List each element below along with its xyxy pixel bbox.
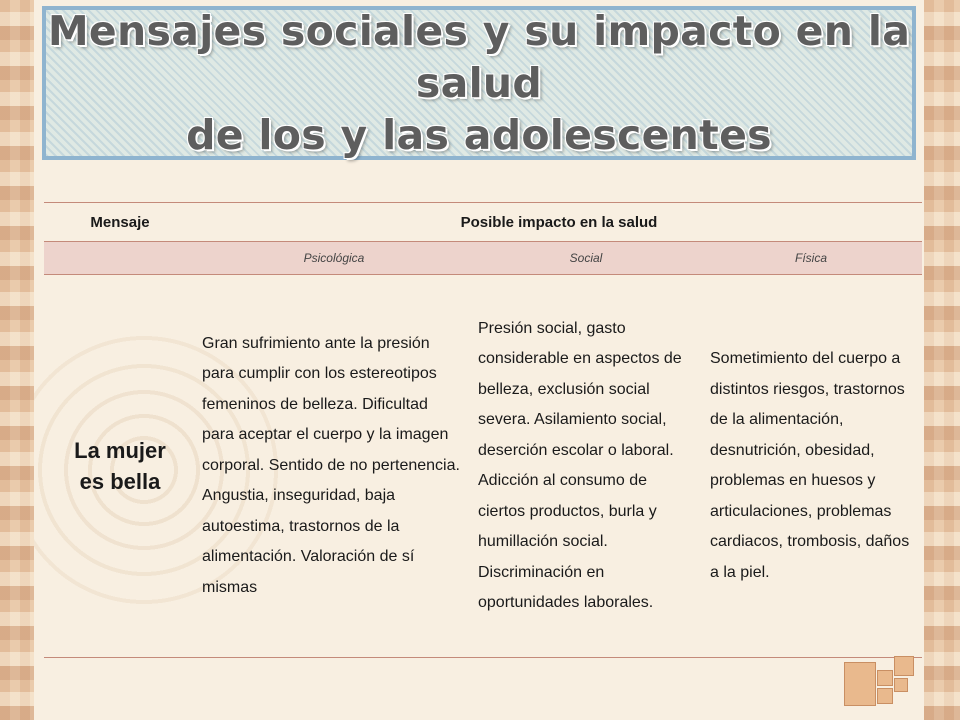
- subheader-physical: Física: [700, 242, 922, 275]
- psychological-text: Gran sufrimiento ante la presión para cumplir con los estereotipos femeninos de belleza. Dificultad para aceptar el cuerpo y la imagen corporal. Sentido de no pertenencia. Angustia, inseguridad, baja autoestima, trastornos de la alimentación. Valoración de sí mismas: [202, 334, 460, 596]
- message-text: La mujer es bella: [74, 438, 166, 494]
- subheader-psychological: Psicológica: [196, 242, 472, 275]
- physical-text: Sometimiento del cuerpo a distintos riesgos, trastornos de la alimentación, desnutrición, obesidad, problemas en huesos y articulaciones, problemas cardiacos, trombosis, daños a la piel.: [710, 350, 910, 581]
- slide-title: [46, 5, 912, 161]
- subheader-social: Social: [472, 242, 700, 275]
- table-header-row: [44, 203, 922, 242]
- message-cell: [44, 275, 196, 658]
- physical-cell: [700, 275, 922, 658]
- right-decorative-border: [924, 0, 960, 720]
- subheader-empty: [44, 242, 196, 275]
- header-message: Mensaje: [44, 203, 196, 242]
- impact-table: [44, 202, 922, 658]
- decorative-tiles: [844, 656, 914, 708]
- social-text: Presión social, gasto considerable en aspectos de belleza, exclusión social severa. Asilamiento social, deserción escolar o laboral. Adicción al consumo de ciertos productos, burla y humillación social. Discriminación en oportunidades laborales.: [478, 319, 682, 611]
- psychological-cell: [196, 275, 472, 658]
- header-impact: Posible impacto en la salud: [196, 203, 922, 242]
- social-cell: [472, 275, 700, 658]
- table-row: [44, 275, 922, 658]
- title-line-1: Mensajes sociales y su impacto en la salud: [47, 7, 911, 107]
- table-subheader-row: [44, 242, 922, 275]
- title-line-2: de los y las adolescentes: [186, 111, 772, 159]
- left-decorative-border: [0, 0, 34, 720]
- title-box: [42, 6, 916, 160]
